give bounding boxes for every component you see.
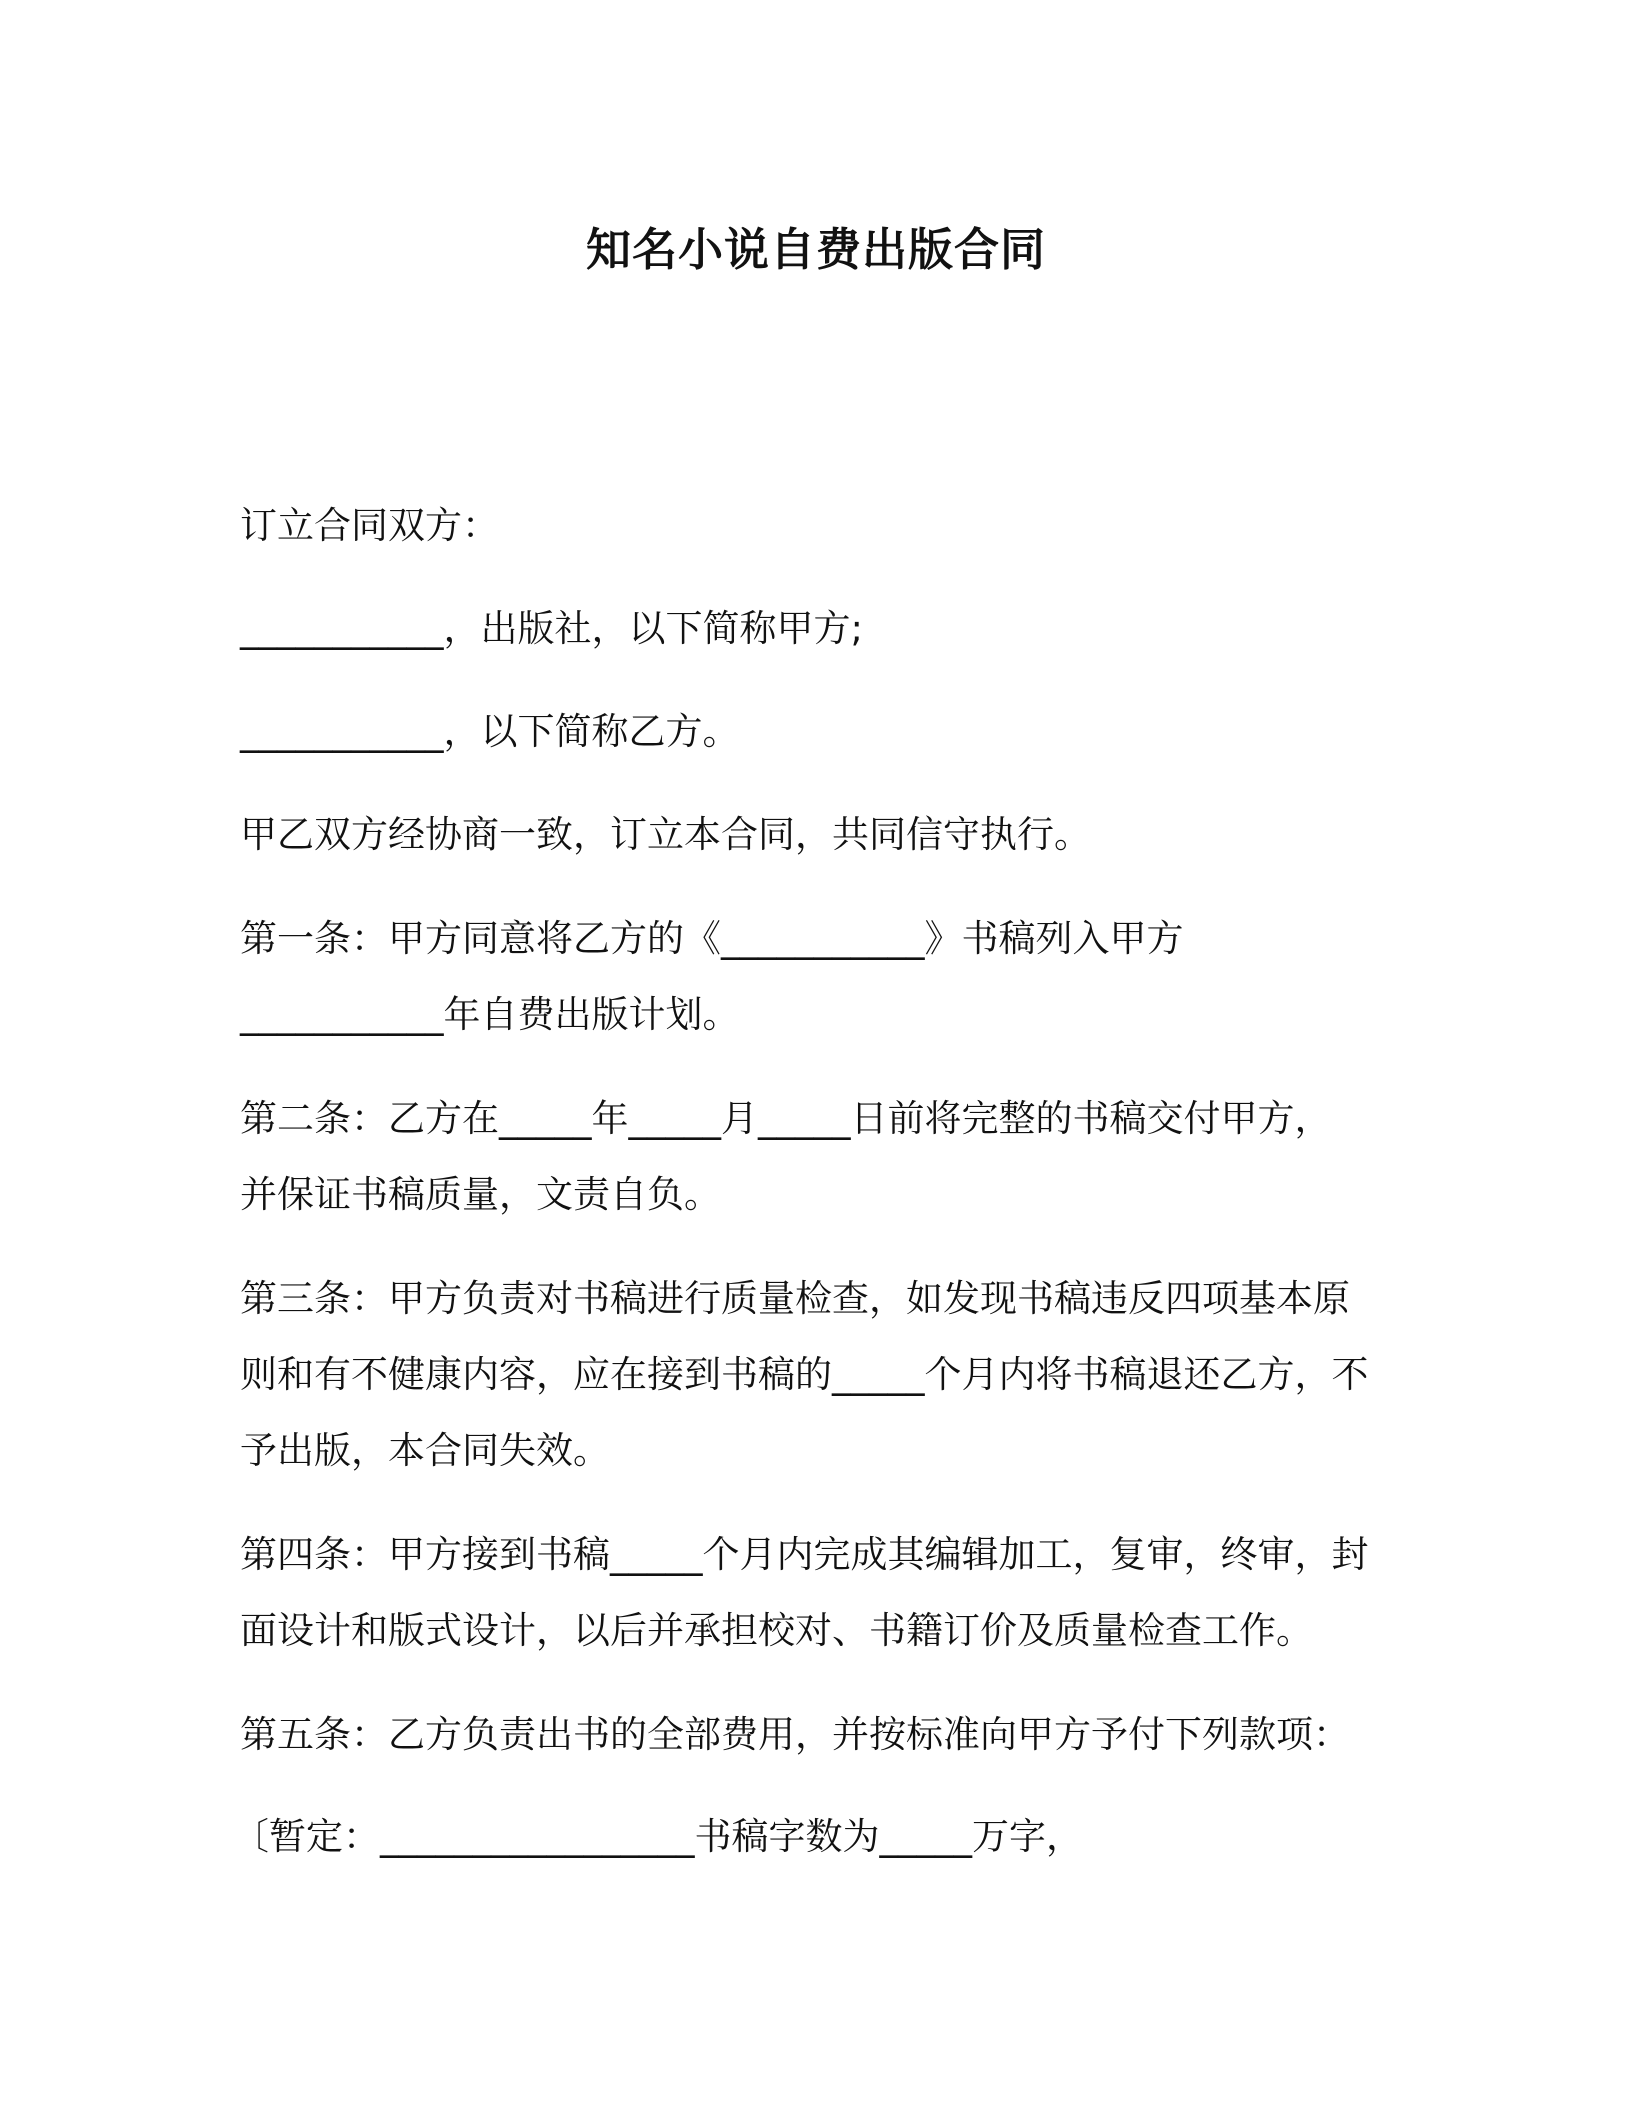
agreement-preamble: 甲乙双方经协商一致，订立本合同，共同信守执行。 [240, 813, 1091, 856]
article-3-line-2: 则和有不健康内容，应在接到书稿的_____个月内将书稿退还乙方，不 [240, 1353, 1369, 1396]
tentative-terms-line: 〔暂定：_________________书稿字数为_____万字， [232, 1815, 1083, 1858]
article-1-line-2: ___________年自费出版计划。 [240, 993, 740, 1036]
document-title: 知名小说自费出版合同 [585, 223, 1046, 276]
article-3-line-3: 予出版，本合同失效。 [240, 1429, 610, 1472]
article-2-line-1: 第二条：乙方在_____年_____月_____日前将完整的书稿交付甲方， [240, 1097, 1332, 1140]
article-3-line-1: 第三条：甲方负责对书稿进行质量检查，如发现书稿违反四项基本原 [240, 1277, 1350, 1320]
article-5-line-1: 第五条：乙方负责出书的全部费用，并按标准向甲方予付下列款项： [240, 1713, 1350, 1756]
article-4-line-1: 第四条：甲方接到书稿_____个月内完成其编辑加工，复审，终审，封 [240, 1533, 1369, 1576]
party-a-line: ___________，出版社，以下简称甲方; [240, 607, 863, 650]
party-b-line: ___________，以下简称乙方。 [240, 710, 740, 753]
article-2-line-2: 并保证书稿质量，文责自负。 [240, 1173, 721, 1216]
article-4-line-2: 面设计和版式设计，以后并承担校对、书籍订价及质量检查工作。 [240, 1609, 1313, 1652]
contract-parties-heading: 订立合同双方： [240, 504, 499, 547]
article-1-line-1: 第一条：甲方同意将乙方的《___________》书稿列入甲方 [240, 917, 1184, 960]
